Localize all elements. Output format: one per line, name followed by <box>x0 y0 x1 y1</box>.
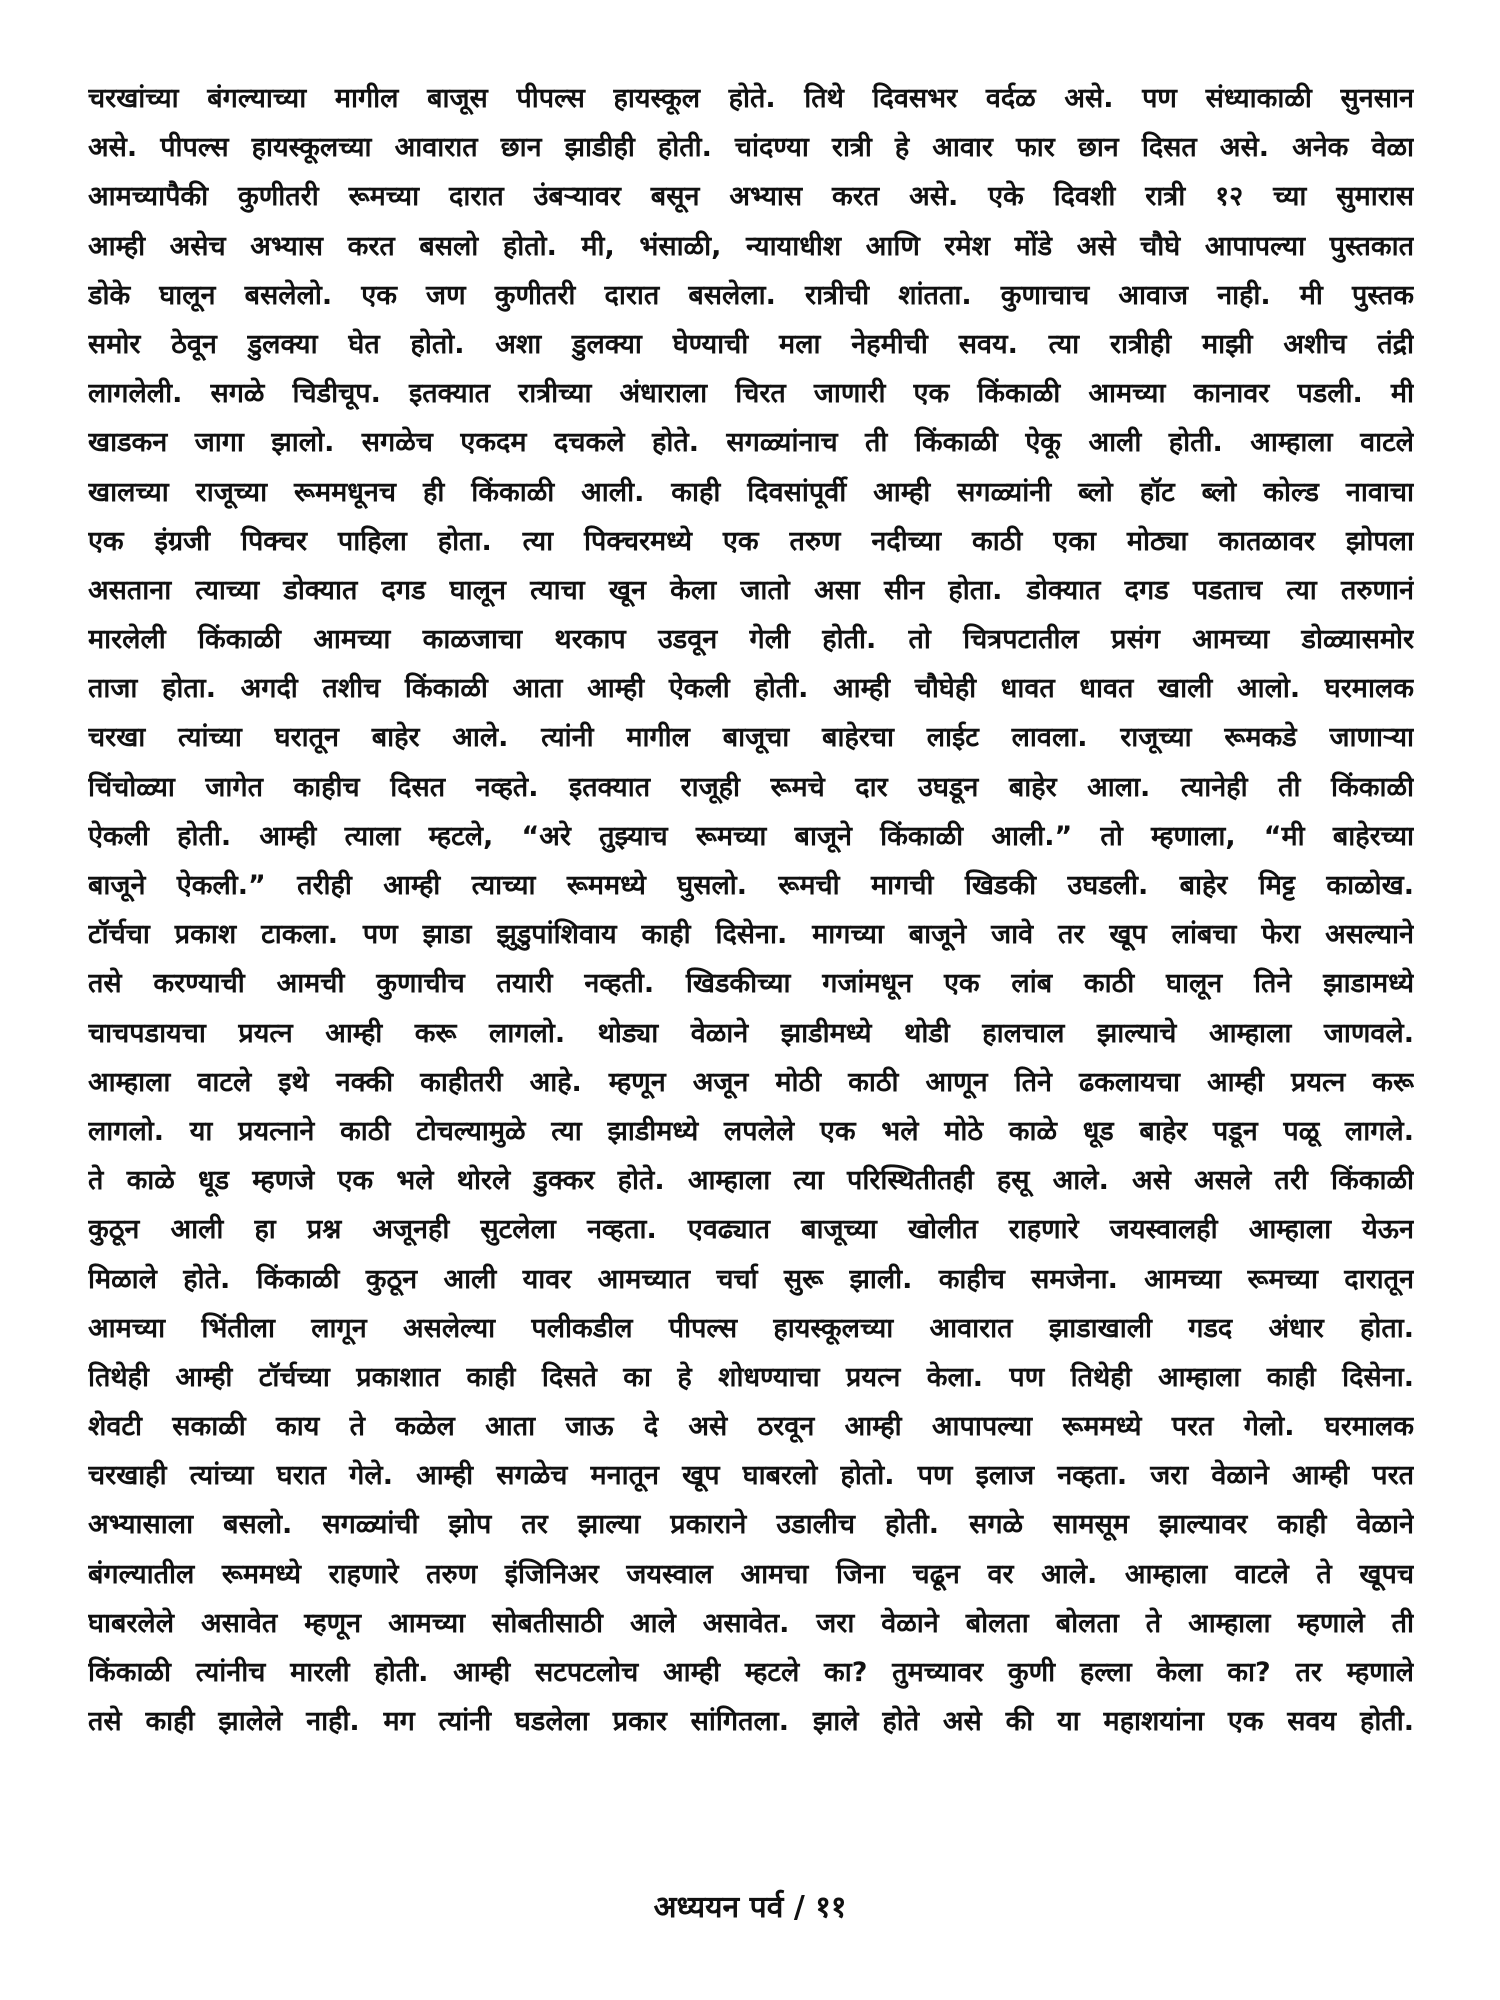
text-line: असताना त्याच्या डोक्यात दगड घालून त्याचा खून केला जातो असा सीन होता. डोक्यात दगड पडताच त्या तरुणानं <box>88 574 1414 606</box>
text-line: आमच्यापैकी कुणीतरी रूमच्या दारात उंबऱ्यावर बसून अभ्यास करत असे. एके दिवशी रात्री १२ च्या सुमारास <box>88 181 1414 213</box>
text-line: मिळाले होते. किंकाळी कुठून आली यावर आमच्यात चर्चा सुरू झाली. काहीच समजेना. आमच्या रूमच्या दारातून <box>88 1263 1414 1295</box>
text-line: बंगल्यातील रूममध्ये राहणारे तरुण इंजिनिअर जयस्वाल आमचा जिना चढून वर आले. आम्हाला वाटले ते खूपच <box>88 1558 1414 1590</box>
text-line: समोर ठेवून डुलक्या घेत होतो. अशा डुलक्या घेण्याची मला नेहमीची सवय. त्या रात्रीही माझी अशीच तंद्री <box>88 328 1414 360</box>
text-line: ऐकली होती. आम्ही त्याला म्हटले, “अरे तुझ्याच रूमच्या बाजूने किंकाळी आली.” तो म्हणाला, “मी बाहेरच्या <box>88 820 1414 852</box>
text-line: तसे करण्याची आमची कुणाचीच तयारी नव्हती. खिडकीच्या गजांमधून एक लांब काठी घालून तिने झाडामध्ये <box>88 968 1414 1000</box>
text-line: खालच्या राजूच्या रूममधूनच ही किंकाळी आली. काही दिवसांपूर्वी आम्ही सगळ्यांनी ब्लो हॉट ब्लो कोल्ड नावाचा <box>88 476 1414 508</box>
text-line: चिंचोळ्या जागेत काहीच दिसत नव्हते. इतक्यात राजूही रूमचे दार उघडून बाहेर आला. त्यानेही ती किंकाळी <box>88 771 1414 803</box>
text-line: शेवटी सकाळी काय ते कळेल आता जाऊ दे असे ठरवून आम्ही आपापल्या रूममध्ये परत गेलो. घरमालक <box>88 1411 1414 1443</box>
text-line: ते काळे धूड म्हणजे एक भले थोरले डुक्कर होते. आम्हाला त्या परिस्थितीतही हसू आले. असे असले तरी किंकाळी <box>88 1165 1414 1197</box>
text-line: चरखा त्यांच्या घरातून बाहेर आले. त्यांनी मागील बाजूचा बाहेरचा लाईट लावला. राजूच्या रूमकडे जाणाऱ्या <box>88 722 1414 754</box>
text-line: अभ्यासाला बसलो. सगळ्यांची झोप तर झाल्या प्रकाराने उडालीच होती. सगळे सामसूम झाल्यावर काही वेळाने <box>88 1509 1414 1541</box>
text-line: बाजूने ऐकली.” तरीही आम्ही त्याच्या रूममध्ये घुसलो. रूमची मागची खिडकी उघडली. बाहेर मिट्ट काळोख. <box>88 870 1414 901</box>
text-line: घाबरलेले असावेत म्हणून आमच्या सोबतीसाठी आले असावेत. जरा वेळाने बोलता बोलता ते आम्हाला म्हणाले ती <box>88 1607 1414 1639</box>
text-line: आम्हाला वाटले इथे नक्की काहीतरी आहे. म्हणून अजून मोठी काठी आणून तिने ढकलायचा आम्ही प्रयत्न करू <box>88 1066 1414 1098</box>
text-line: चरखाही त्यांच्या घरात गेले. आम्ही सगळेच मनातून खूप घाबरलो होतो. पण इलाज नव्हता. जरा वेळाने आम्ही परत <box>88 1460 1414 1492</box>
text-line: मारलेली किंकाळी आमच्या काळजाचा थरकाप उडवून गेली होती. तो चित्रपटातील प्रसंग आमच्या डोळ्यासमोर <box>88 624 1414 656</box>
text-line: टॉर्चचा प्रकाश टाकला. पण झाडा झुडुपांशिवाय काही दिसेना. मागच्या बाजूने जावे तर खूप लांबचा फेरा असल्याने <box>88 919 1414 951</box>
text-line: किंकाळी त्यांनीच मारली होती. आम्ही सटपटलोच आम्ही म्हटले का? तुमच्यावर कुणी हल्ला केला का? तर म्हणाले <box>88 1657 1414 1688</box>
text-line: लागलो. या प्रयत्नाने काठी टोचल्यामुळे त्या झाडीमध्ये लपलेले एक भले मोठे काळे धूड बाहेर पडून पळू लागले. <box>88 1115 1414 1147</box>
text-line: ताजा होता. अगदी तशीच किंकाळी आता आम्ही ऐकली होती. आम्ही चौघेही धावत धावत खाली आलो. घरमालक <box>88 673 1414 705</box>
text-line: एक इंग्रजी पिक्चर पाहिला होता. त्या पिक्चरमध्ये एक तरुण नदीच्या काठी एका मोठ्या कातळावर झोपला <box>88 525 1414 557</box>
text-line: असे. पीपल्स हायस्कूलच्या आवारात छान झाडीही होती. चांदण्या रात्री हे आवार फार छान दिसत असे. अनेक वेळा <box>88 132 1414 164</box>
page-footer: अध्ययन पर्व / ११ <box>653 1890 847 1925</box>
text-line: खाडकन जागा झालो. सगळेच एकदम दचकले होते. सगळ्यांनाच ती किंकाळी ऐकू आली होती. आम्हाला वाटले <box>88 427 1414 459</box>
text-line: लागलेली. सगळे चिडीचूप. इतक्यात रात्रीच्या अंधाराला चिरत जाणारी एक किंकाळी आमच्या कानावर पडली. मी <box>88 378 1414 410</box>
text-line: तिथेही आम्ही टॉर्चच्या प्रकाशात काही दिसते का हे शोधण्याचा प्रयत्न केला. पण तिथेही आम्हाला काही दिसेना. <box>88 1361 1414 1393</box>
page-body-text <box>88 74 1414 1746</box>
text-line: डोके घालून बसलेलो. एक जण कुणीतरी दारात बसलेला. रात्रीची शांतता. कुणाचाच आवाज नाही. मी पुस्तक <box>88 279 1414 311</box>
text-line: चाचपडायचा प्रयत्न आम्ही करू लागलो. थोड्या वेळाने झाडीमध्ये थोडी हालचाल झाल्याचे आम्हाला जाणवले. <box>88 1017 1414 1049</box>
text-line: तसे काही झालेले नाही. मग त्यांनी घडलेला प्रकार सांगितला. झाले होते असे की या महाशयांना एक सवय होती. <box>88 1706 1414 1738</box>
text-line: आमच्या भिंतीला लागून असलेल्या पलीकडील पीपल्स हायस्कूलच्या आवारात झाडाखाली गडद अंधार होता. <box>88 1312 1414 1344</box>
text-line: आम्ही असेच अभ्यास करत बसलो होतो. मी, भंसाळी, न्यायाधीश आणि रमेश मोंडे असे चौघे आपापल्या पुस्तकात <box>88 230 1414 262</box>
text-line: कुठून आली हा प्रश्न अजूनही सुटलेला नव्हता. एवढ्यात बाजूच्या खोलीत राहणारे जयस्वालही आम्हाला येऊन <box>88 1214 1414 1246</box>
text-line: चरखांच्या बंगल्याच्या मागील बाजूस पीपल्स हायस्कूल होते. तिथे दिवसभर वर्दळ असे. पण संध्याकाळी सुनसान <box>88 83 1414 114</box>
